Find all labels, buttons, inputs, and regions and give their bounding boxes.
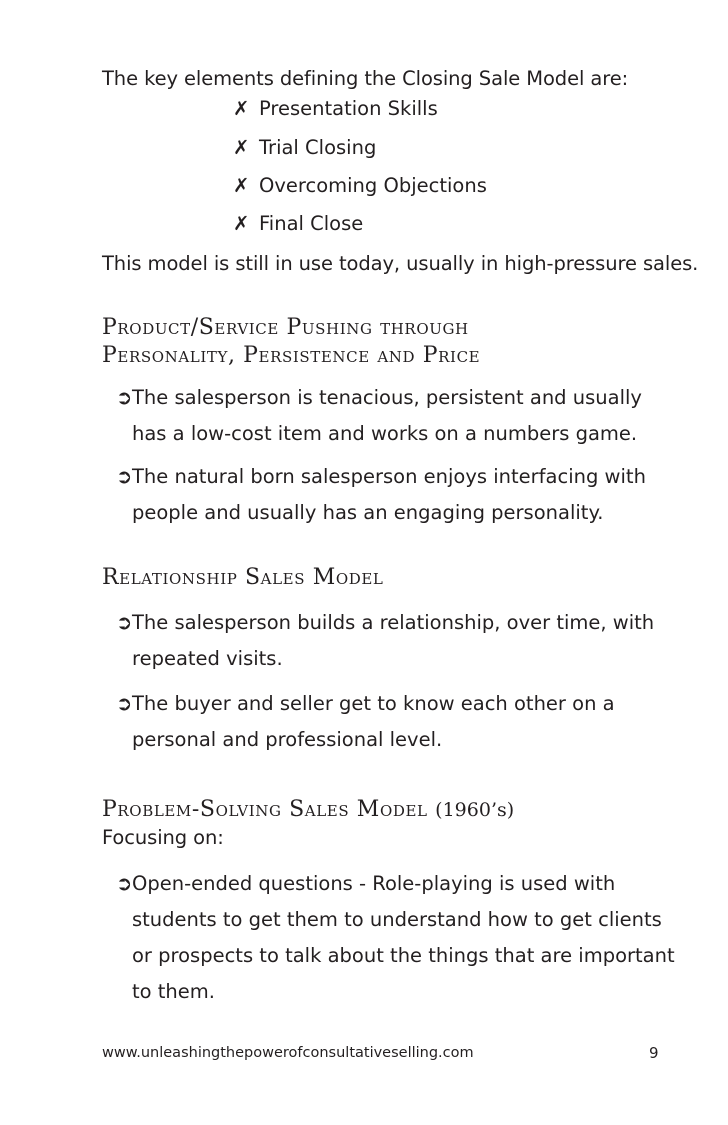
arrow-bullet-icon: ➲ bbox=[116, 692, 133, 715]
section-heading: Product/Service Pushing through bbox=[102, 315, 469, 340]
checklist-item bbox=[233, 136, 376, 160]
x-mark-icon: ✗ bbox=[233, 136, 250, 159]
bullet-item bbox=[116, 380, 676, 452]
arrow-bullet-icon: ➲ bbox=[116, 465, 133, 488]
arrow-bullet-icon: ➲ bbox=[116, 611, 133, 634]
arrow-bullet-icon: ➲ bbox=[116, 872, 133, 895]
section-heading-suffix: (1960’s) bbox=[435, 799, 515, 821]
x-mark-icon: ✗ bbox=[233, 97, 250, 120]
x-mark-icon: ✗ bbox=[233, 174, 250, 197]
section-subheading: Focusing on: bbox=[102, 826, 224, 849]
bullet-text: The buyer and seller get to know each other on a personal and professional level. bbox=[132, 692, 615, 751]
bullet-item bbox=[116, 459, 676, 531]
checklist-item bbox=[233, 97, 438, 121]
x-mark-icon: ✗ bbox=[233, 212, 250, 235]
page-number: 9 bbox=[649, 1044, 659, 1062]
checklist-item bbox=[233, 174, 487, 198]
footer-url: www.unleashingthepowerofconsultativeselling.com bbox=[102, 1045, 474, 1061]
checklist-item-label: Trial Closing bbox=[259, 136, 377, 159]
bullet-text: The natural born salesperson enjoys interfacing with people and usually has an engaging personality. bbox=[132, 465, 646, 524]
bullet-text: The salesperson builds a relationship, over time, with repeated visits. bbox=[132, 611, 655, 670]
bullet-item bbox=[116, 605, 676, 677]
checklist-item-label: Overcoming Objections bbox=[259, 174, 487, 197]
section-heading-title: Problem-Solving Sales Model bbox=[102, 797, 428, 822]
bullet-item bbox=[116, 686, 676, 758]
arrow-bullet-icon: ➲ bbox=[116, 386, 133, 409]
section-heading: Personality, Persistence and Price bbox=[102, 343, 481, 368]
section-heading: Relationship Sales Model bbox=[102, 565, 384, 590]
bullet-text: The salesperson is tenacious, persistent and usually has a low-cost item and works on a numbers game. bbox=[132, 386, 642, 445]
checklist-item bbox=[233, 212, 363, 236]
intro-closing-text: This model is still in use today, usually in high-pressure sales. bbox=[102, 252, 699, 275]
intro-text: The key elements defining the Closing Sale Model are: bbox=[102, 67, 629, 90]
bullet-item bbox=[116, 866, 676, 1010]
checklist-item-label: Presentation Skills bbox=[259, 97, 438, 120]
section-heading bbox=[102, 797, 514, 823]
checklist-item-label: Final Close bbox=[259, 212, 364, 235]
bullet-text: Open-ended questions - Role-playing is used with students to get them to understand how to get clients or prospects to talk about the things that are important to them. bbox=[132, 872, 675, 1003]
